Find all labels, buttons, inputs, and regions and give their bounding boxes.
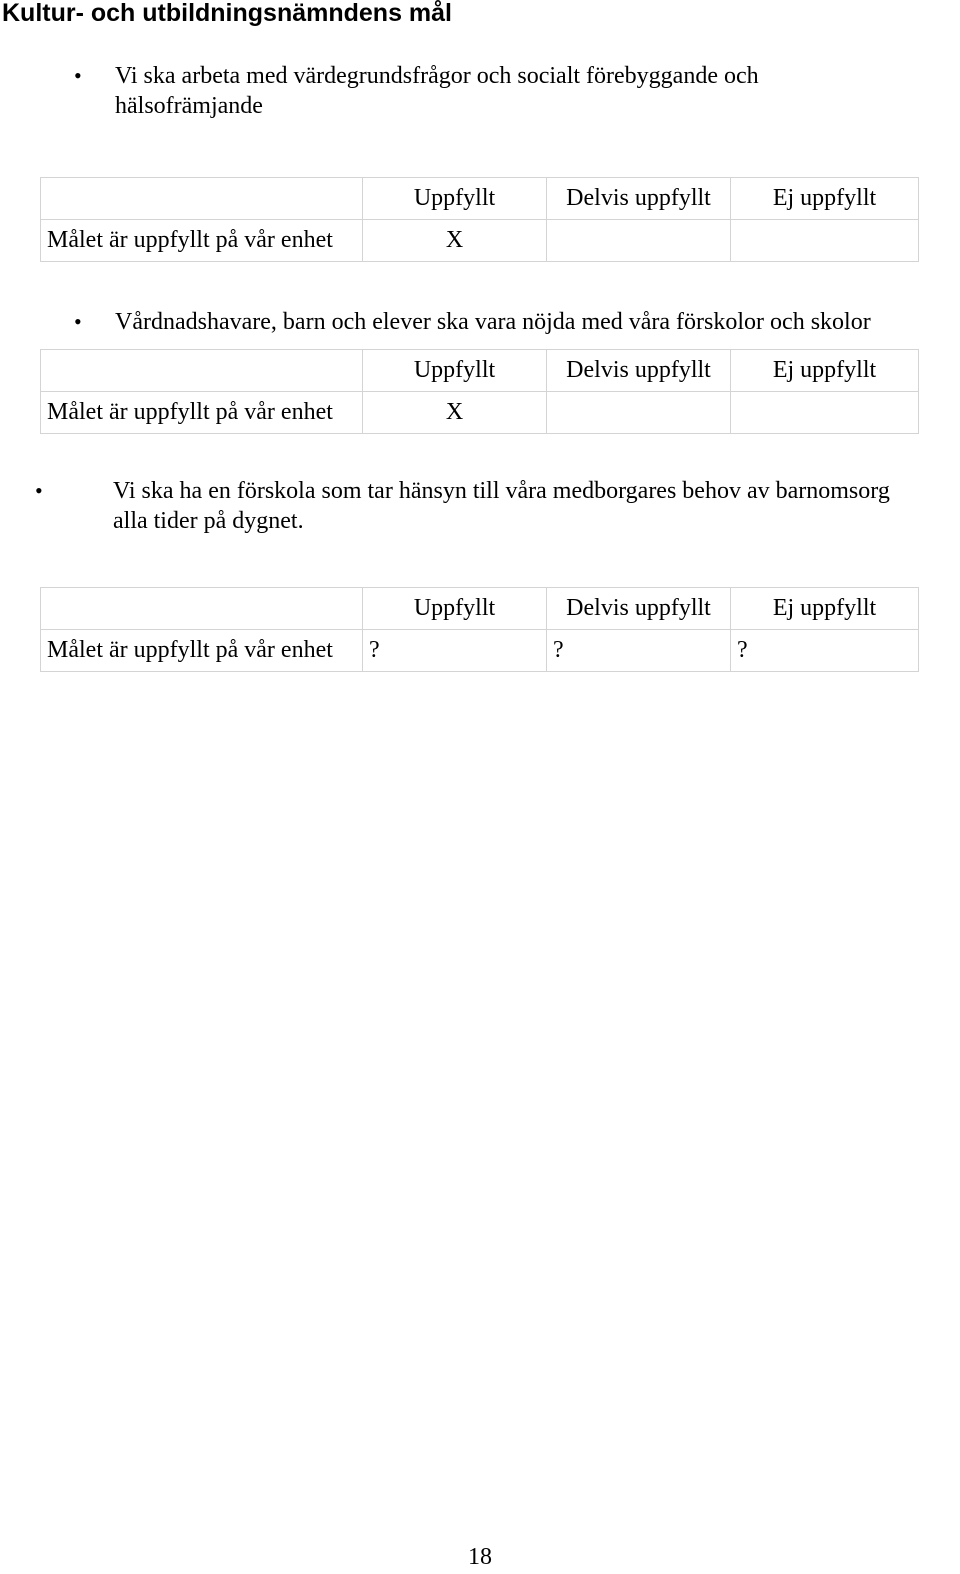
goal-1-table <box>40 177 919 262</box>
goal-3-text-line-2: alla tider på dygnet. <box>113 508 304 534</box>
header-ej-uppfyllt: Ej uppfyllt <box>731 350 919 392</box>
header-delvis-uppfyllt: Delvis uppfyllt <box>547 350 731 392</box>
cell-delvis-uppfyllt <box>547 220 731 262</box>
goal-1-text-line-2: hälsofrämjande <box>115 93 263 119</box>
goal-2-text-line-1: Vårdnadshavare, barn och elever ska vara nöjda med våra förskolor och skolor <box>115 309 871 335</box>
row-label: Målet är uppfyllt på vår enhet <box>41 392 363 434</box>
cell-delvis-uppfyllt <box>547 392 731 434</box>
table-row <box>41 392 919 434</box>
goal-2-table <box>40 349 919 434</box>
table-header-row <box>41 178 919 220</box>
page-heading: Kultur- och utbildningsnämndens mål <box>2 0 452 27</box>
table-header-row <box>41 588 919 630</box>
goal-1-bullet <box>0 61 960 121</box>
header-ej-uppfyllt: Ej uppfyllt <box>731 588 919 630</box>
header-uppfyllt: Uppfyllt <box>363 588 547 630</box>
goal-3-bullet <box>0 476 960 536</box>
bullet-icon: • <box>35 478 43 503</box>
cell-ej-uppfyllt <box>731 392 919 434</box>
header-delvis-uppfyllt: Delvis uppfyllt <box>547 178 731 220</box>
page-number: 18 <box>468 1544 492 1570</box>
row-label: Målet är uppfyllt på vår enhet <box>41 220 363 262</box>
table-header-row <box>41 350 919 392</box>
cell-uppfyllt: X <box>363 392 547 434</box>
table-row <box>41 630 919 672</box>
goal-3-text-line-1: Vi ska ha en förskola som tar hänsyn till våra medborgares behov av barnomsorg <box>113 478 890 504</box>
goal-3-table <box>40 587 919 672</box>
header-empty-cell <box>41 350 363 392</box>
header-uppfyllt: Uppfyllt <box>363 350 547 392</box>
goal-2-bullet <box>0 307 960 337</box>
header-uppfyllt: Uppfyllt <box>363 178 547 220</box>
cell-uppfyllt: ? <box>363 630 547 672</box>
row-label: Målet är uppfyllt på vår enhet <box>41 630 363 672</box>
goal-1-text-line-1: Vi ska arbeta med värdegrundsfrågor och socialt förebyggande och <box>115 63 759 89</box>
header-empty-cell <box>41 178 363 220</box>
header-empty-cell <box>41 588 363 630</box>
header-delvis-uppfyllt: Delvis uppfyllt <box>547 588 731 630</box>
table-row <box>41 220 919 262</box>
cell-ej-uppfyllt: ? <box>731 630 919 672</box>
header-ej-uppfyllt: Ej uppfyllt <box>731 178 919 220</box>
cell-delvis-uppfyllt: ? <box>547 630 731 672</box>
cell-ej-uppfyllt <box>731 220 919 262</box>
bullet-icon: • <box>74 309 82 334</box>
bullet-icon: • <box>74 63 82 88</box>
cell-uppfyllt: X <box>363 220 547 262</box>
